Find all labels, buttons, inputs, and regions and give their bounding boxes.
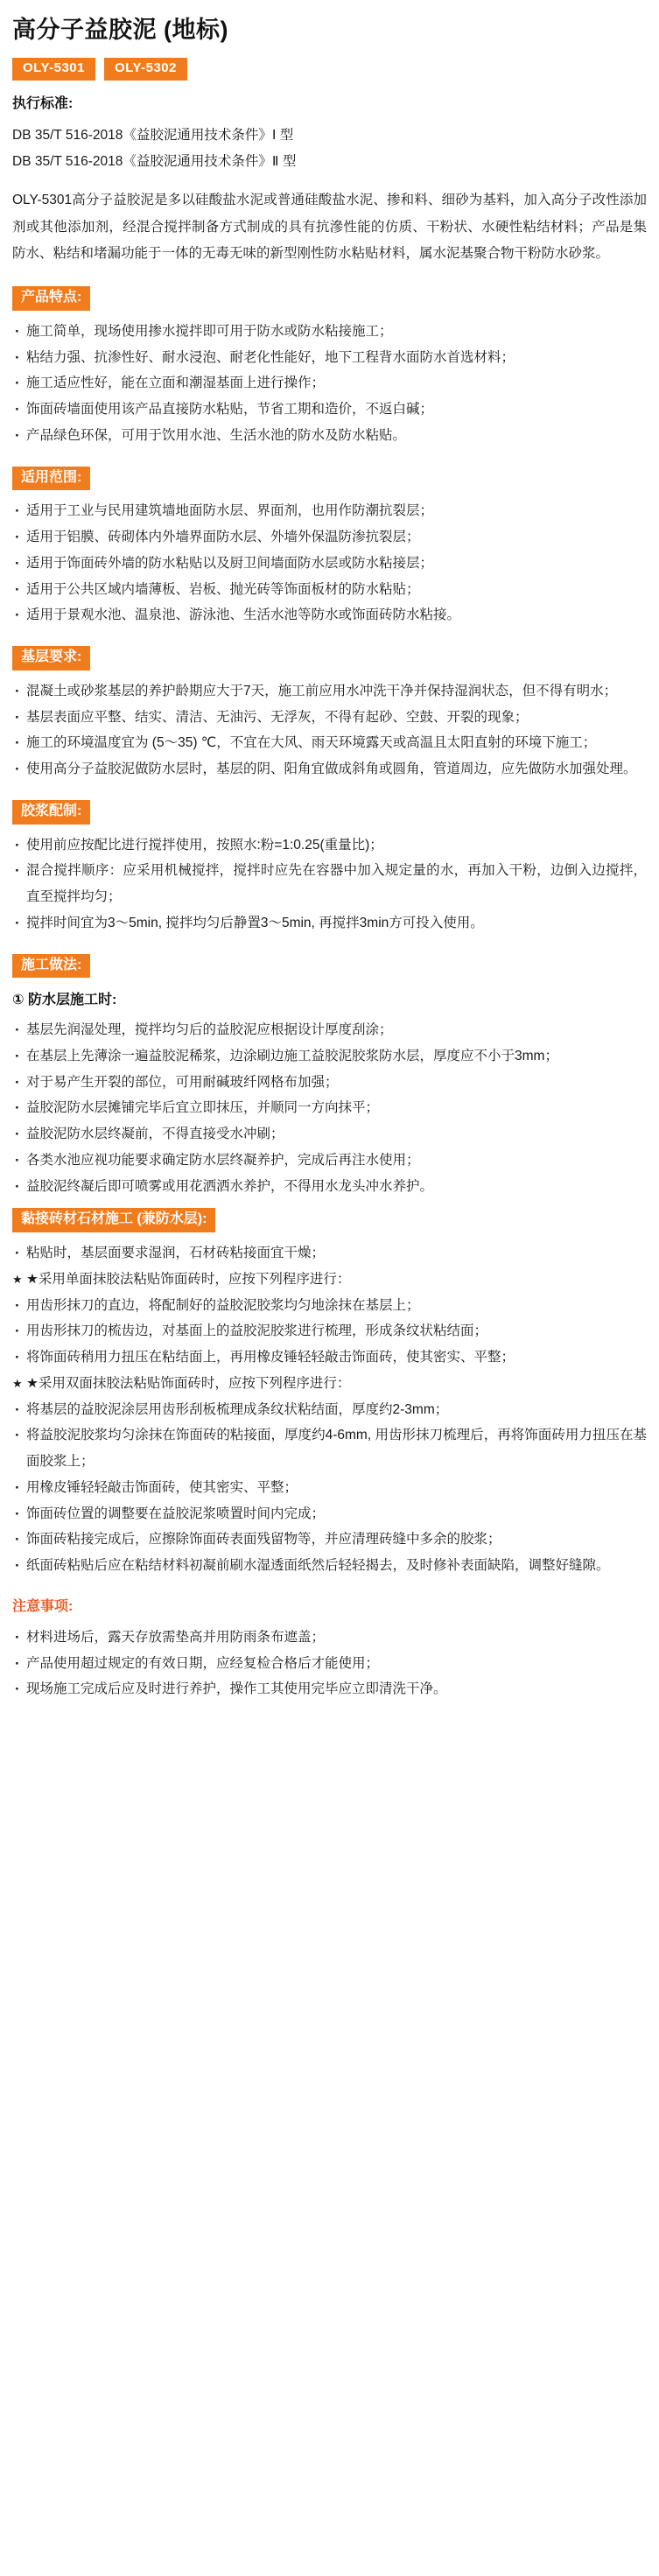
list-item: · 对于易产生开裂的部位，可用耐碱玻纤网格布加强； [12, 1070, 647, 1096]
list-item: · 饰面砖粘接完成后，应擦除饰面砖表面残留物等，并应清理砖缝中多余的胶浆； [12, 1527, 647, 1553]
list-item: · 在基层上先薄涂一遍益胶泥稀浆，边涂刷边施工益胶泥胶浆防水层，厚度应不小于3mm； [12, 1043, 647, 1070]
list-item: · 适用于公共区域内墙薄板、岩板、抛光砖等饰面板材的防水粘贴； [12, 577, 647, 603]
list-item: · 饰面砖位置的调整要在益胶泥浆喷置时间内完成； [12, 1501, 647, 1527]
subsection-waterproof-layer-heading: ① 防水层施工时: [12, 993, 117, 1008]
product-code-chip: OLY-5301 [12, 58, 95, 81]
list-item: · 适用于饰面砖外墙的防水粘贴以及厨卫间墙面防水层或防水粘接层； [12, 551, 647, 577]
tile-bonding-steps-list [12, 1240, 647, 1579]
product-code-list [12, 58, 647, 81]
section-substrate-requirements [12, 646, 647, 783]
list-item: · 益胶泥防水层终凝前，不得直接受水冲刷； [12, 1121, 647, 1148]
list-item: · 产品绿色环保，可用于饮用水池、生活水池的防水及防水粘贴。 [12, 423, 647, 449]
list-item: · 用橡皮锤轻轻敲击饰面砖，使其密实、平整； [12, 1475, 647, 1501]
notice-heading: 注意事项: [12, 1598, 74, 1614]
page-title: 高分子益胶泥 (地标) [12, 17, 228, 43]
list-item: · 纸面砖粘贴后应在粘结材料初凝前刷水湿透面纸然后轻轻揭去，及时修补表面缺陷，调整好缝隙。 [12, 1553, 647, 1579]
list-item: · 适用于景观水池、温泉池、游泳池、生活水池等防水或饰面砖防水粘接。 [12, 602, 647, 628]
section-application-scope [12, 467, 647, 629]
section-mixing-ratio [12, 800, 647, 937]
section-heading: 施工做法: [12, 954, 90, 979]
waterproof-steps-list [12, 1017, 647, 1199]
list-item: · 混凝土或砂浆基层的养护龄期应大于7天，施工前应用水冲洗干净并保持湿润状态，但不得有明水； [12, 678, 647, 705]
list-item: · 适用于工业与民用建筑墙地面防水层、界面剂，也用作防潮抗裂层； [12, 498, 647, 524]
feature-list [12, 319, 647, 449]
list-item: · 适用于铝膜、砖砌体内外墙界面防水层、外墙外保温防渗抗裂层； [12, 524, 647, 551]
list-item: · 将饰面砖稍用力扭压在粘结面上，再用橡皮锤轻轻敲击饰面砖，使其密实、平整； [12, 1344, 647, 1371]
standards-heading: 执行标准: [12, 95, 74, 111]
list-item: · 现场施工完成后应及时进行养护，操作工其使用完毕应立即清洗干净。 [12, 1676, 647, 1702]
section-heading: 适用范围: [12, 467, 90, 491]
product-introduction: OLY-5301高分子益胶泥是多以硅酸盐水泥或普通硅酸盐水泥、掺和料、细砂为基料，加入高分子改性添加剂或其他添加剂，经混合搅拌制备方式制成的具有抗滲性能的仿质、干粉状、水硬性粘结材料；产品是集防水、粘结和堵漏功能于一体的无毒无味的新型刚性防水粘贴材料，属水泥基聚合物干粉防水砂浆。 [12, 193, 647, 261]
subsection-tile-bonding-heading: 黏接砖材石材施工 (兼防水层): [12, 1208, 215, 1232]
notice-list [12, 1625, 647, 1702]
standard-line: DB 35/T 516-2018《益胶泥通用技术条件》Ⅱ 型 [12, 154, 297, 170]
list-item-star: ★ ★采用双面抹胶法粘贴饰面砖时，应按下列程序进行： [12, 1371, 647, 1397]
section-product-features [12, 286, 647, 449]
list-item: · 使用前应按配比进行搅拌使用，按照水:粉=1:0.25(重量比)； [12, 832, 647, 859]
product-code-chip: OLY-5302 [104, 58, 187, 81]
list-item: · 施工简单，现场使用掺水搅拌即可用于防水或防水粘接施工； [12, 319, 647, 345]
section-construction-method [12, 954, 647, 1579]
list-item: · 施工的环境温度宜为 (5～35) ℃，不宜在大风、雨天环境露天或高温且太阳直射的环境下施工； [12, 730, 647, 756]
list-item-star: ★ ★采用单面抹胶法粘贴饰面砖时，应按下列程序进行： [12, 1267, 647, 1293]
list-item: · 基层先润湿处理，搅拌均匀后的益胶泥应根据设计厚度刮涂； [12, 1017, 647, 1043]
section-notices [12, 1597, 647, 1702]
list-item: · 使用高分子益胶泥做防水层时，基层的阴、阳角宜做成斜角或圆角，管道周边，应先做防水加强处理。 [12, 756, 647, 783]
list-item: · 各类水池应视功能要求确定防水层终凝养护，完成后再注水使用； [12, 1148, 647, 1174]
list-item: · 粘结力强、抗渗性好、耐水浸泡、耐老化性能好，地下工程背水面防水首选材料； [12, 345, 647, 371]
list-item: · 混合搅拌顺序：应采用机械搅拌，搅拌时应先在容器中加入规定量的水，再加入干粉，边倒入边搅拌，直至搅拌均匀； [12, 858, 647, 910]
list-item: · 将基层的益胶泥涂层用齿形刮板梳理成条纹状粘结面，厚度约2-3mm； [12, 1397, 647, 1423]
mixing-list [12, 832, 647, 937]
scope-list [12, 498, 647, 628]
list-item: · 用齿形抹刀的直边，将配制好的益胶泥胶浆均匀地涂抹在基层上； [12, 1293, 647, 1319]
list-item: · 饰面砖墙面使用该产品直接防水粘贴，节省工期和造价，不返白碱； [12, 397, 647, 423]
list-item: · 产品使用超过规定的有效日期，应经复检合格后才能使用； [12, 1651, 647, 1677]
list-item: · 粘贴时，基层面要求湿润，石材砖粘接面宜干燥； [12, 1240, 647, 1267]
list-item: · 益胶泥防水层摊铺完毕后宜立即抹压，并顺同一方向抹平； [12, 1095, 647, 1121]
list-item: · 将益胶泥胶浆均匀涂抹在饰面砖的粘接面，厚度约4-6mm, 用齿形抹刀梳理后，再将饰面砖用力扭压在基面胶浆上； [12, 1422, 647, 1475]
standard-line: DB 35/T 516-2018《益胶泥通用技术条件》Ⅰ 型 [12, 127, 294, 143]
substrate-list [12, 678, 647, 783]
section-heading: 基层要求: [12, 646, 90, 670]
section-heading: 胶浆配制: [12, 800, 90, 825]
list-item: · 用齿形抹刀的梳齿边，对基面上的益胶泥胶浆进行梳理，形成条纹状粘结面； [12, 1318, 647, 1344]
list-item: · 材料进场后，露天存放需垫高并用防雨条布遮盖； [12, 1625, 647, 1651]
list-item: · 施工适应性好，能在立面和潮湿基面上进行操作； [12, 370, 647, 397]
list-item: · 搅拌时间宜为3～5min, 搅拌均匀后静置3～5min, 再搅拌3min方可投入使用。 [12, 910, 647, 937]
section-heading: 产品特点: [12, 286, 90, 311]
list-item: · 益胶泥终凝后即可喷雾或用花洒洒水养护，不得用水龙头冲水养护。 [12, 1174, 647, 1200]
list-item: · 基层表面应平整、结实、清洁、无油污、无浮灰，不得有起砂、空鼓、开裂的现象； [12, 705, 647, 731]
